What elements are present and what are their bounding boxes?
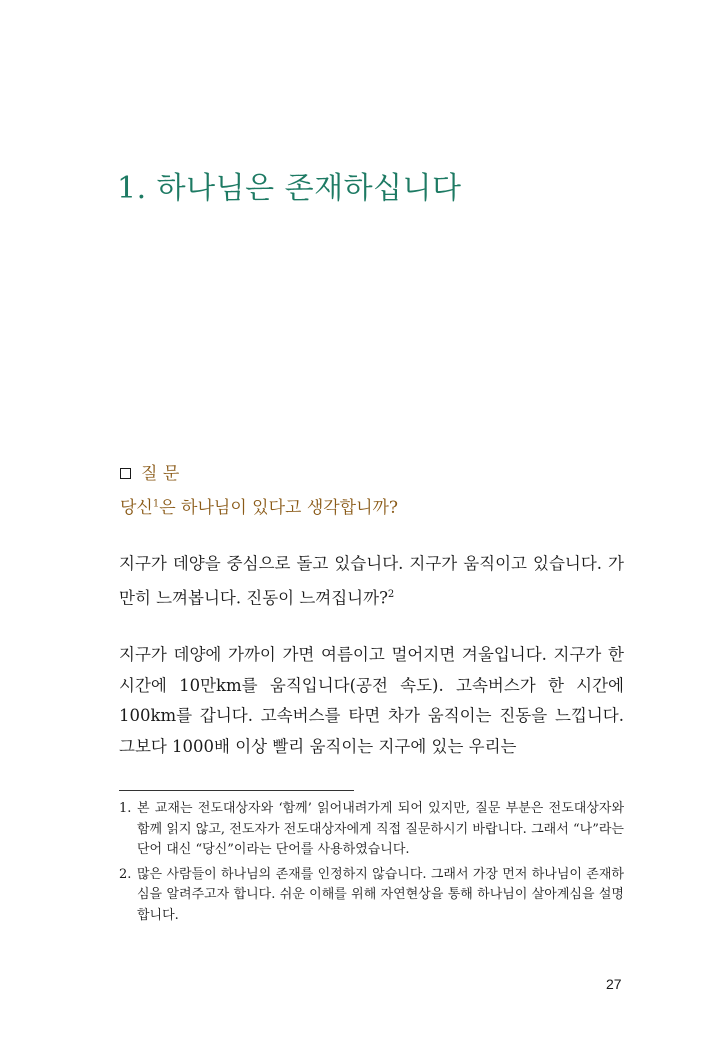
question-before: 당신 xyxy=(120,498,153,518)
footnote-text: 많은 사람들이 하나님의 존재를 인정하지 않습니다. 그래서 가장 먼저 하나님이 존재하심을 알려주고자 합니다. 쉬운 이해를 위해 자연현상을 통해 하나님이 살아계심을 설명합니다. xyxy=(137,866,624,923)
page-number: 27 xyxy=(606,976,622,992)
question-after: 은 하나님이 있다고 생각합니까? xyxy=(159,498,399,518)
footnote-number: 1. xyxy=(119,801,132,816)
section-heading-label: 질 문 xyxy=(141,464,180,484)
footnote-ref-2[interactable]: 2 xyxy=(387,588,395,600)
question-text xyxy=(120,493,398,518)
footnotes xyxy=(119,799,624,930)
footnote-2 xyxy=(119,865,624,927)
footnote-1 xyxy=(119,799,624,861)
footnote-number: 2. xyxy=(119,866,132,882)
paragraph-2: 지구가 데양에 가까이 가면 여름이고 멀어지면 겨울입니다. 지구가 한 시간에 10만km를 움직입니다(공전 속도). 고속버스가 한 시간에 100km를 갑니다. 고속버스를 타면 차가 움직이는 진동을 느낍니다. 그보다 1000배 이상 빨리 움직이는 지구에 있는 우리는 xyxy=(119,645,624,756)
chapter-title: 1. 하나님은 존재하십니다 xyxy=(117,171,462,206)
paragraph-1-text: 지구가 데양을 중심으로 돌고 있습니다. 지구가 움직이고 있습니다. 가만히 느껴봅니다. 진동이 느껴집니까? xyxy=(119,554,624,607)
checkbox-square-icon xyxy=(120,468,131,479)
section-heading xyxy=(120,459,179,484)
paragraph-1 xyxy=(119,549,624,614)
footnote-divider xyxy=(119,790,354,791)
footnote-text: 본 교재는 전도대상자와 ‘함께’ 읽어내려가게 되어 있지만, 질문 부분은 전도대상자와 함께 읽지 않고, 전도자가 전도대상자에게 직접 질문하시기 바랍니다. 그래서 “나”라는 단어 대신 “당신”이라는 단어를 사용하였습니다. xyxy=(137,801,624,857)
footnote-ref-1[interactable]: 1 xyxy=(152,498,160,510)
